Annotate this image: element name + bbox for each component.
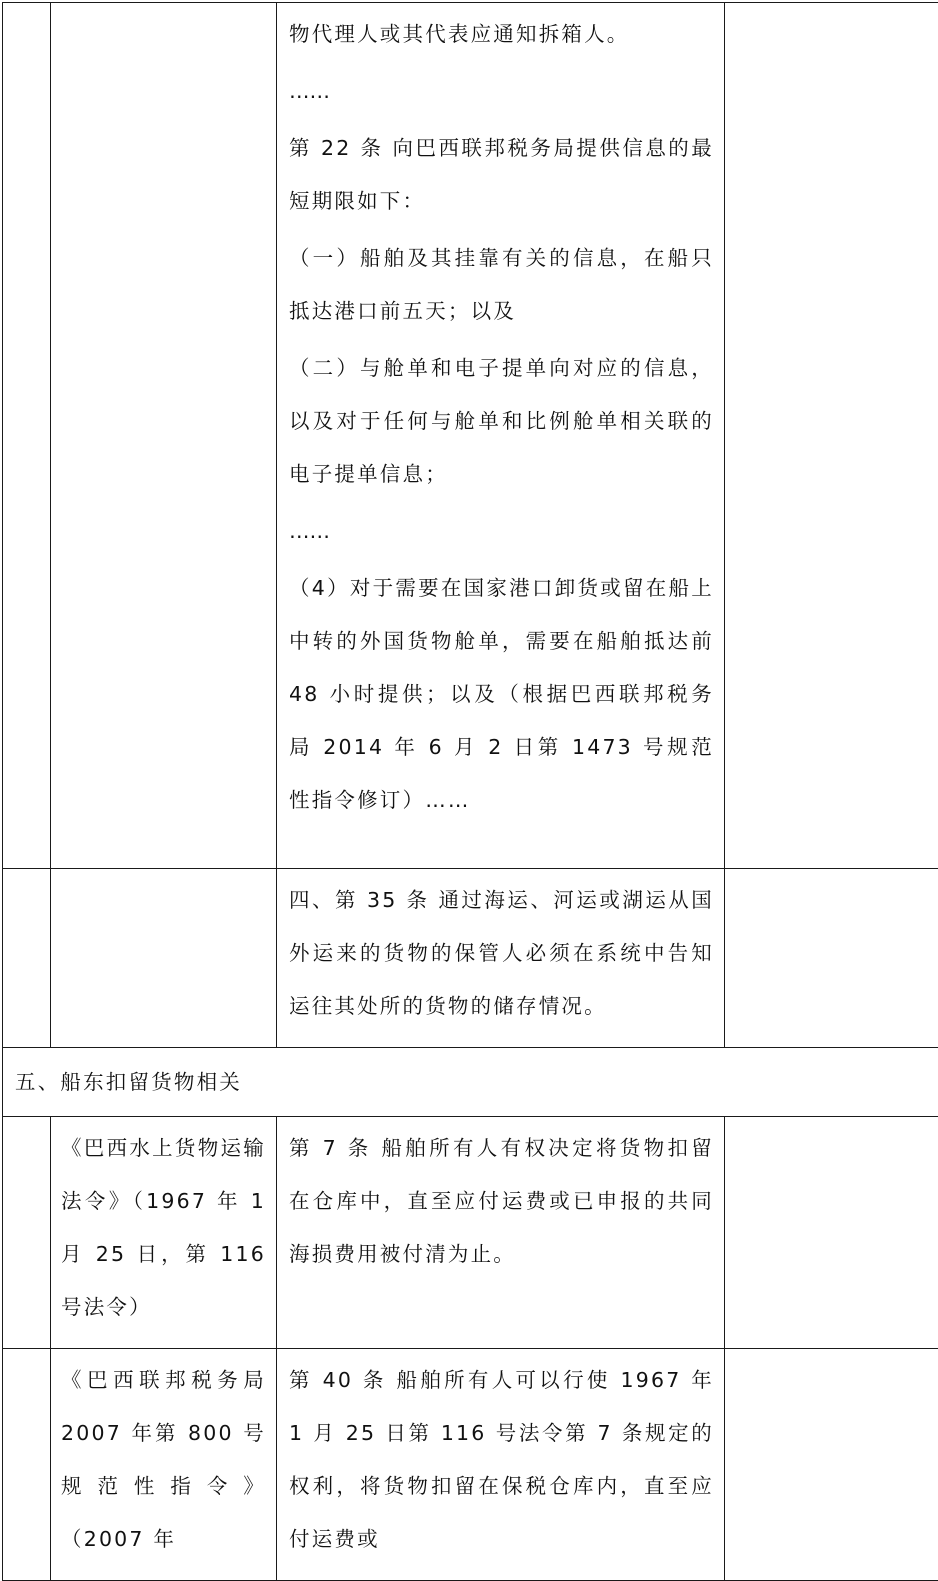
provision-paragraph: （一）船舶及其挂靠有关的信息，在船只抵达港口前五天；以及	[289, 232, 714, 338]
provision-paragraph: 第 7 条 船舶所有人有权决定将货物扣留在仓库中，直至应付运费或已申报的共同海损费用被付清为止。	[289, 1122, 714, 1281]
provision-paragraph: 第 22 条 向巴西联邦税务局提供信息的最短期限如下：	[289, 122, 714, 228]
note-cell	[725, 869, 938, 1048]
table-row	[3, 1349, 938, 1581]
ellipsis: ……	[289, 505, 714, 558]
index-cell	[3, 1117, 51, 1349]
provision-paragraph: 物代理人或其代表应通知拆箱人。	[289, 8, 714, 61]
law-title: 《巴西联邦税务局 2007 年第 800 号规范性指令》（2007 年	[61, 1354, 266, 1566]
index-cell	[3, 869, 51, 1048]
law-cell	[51, 1117, 277, 1349]
note-cell	[725, 3, 938, 869]
index-cell	[3, 1349, 51, 1581]
section-heading-cell	[3, 1048, 938, 1117]
provision-paragraph: （二）与舱单和电子提单向对应的信息，以及对于任何与舱单和比例舱单相关联的电子提单信息；	[289, 342, 714, 501]
note-cell	[725, 1117, 938, 1349]
law-cell	[51, 1349, 277, 1581]
section-heading: 五、船东扣留货物相关	[3, 1048, 938, 1116]
table-row	[3, 3, 938, 869]
law-cell	[51, 869, 277, 1048]
regulation-table	[2, 2, 938, 1581]
note-cell	[725, 1349, 938, 1581]
provision-cell	[277, 3, 725, 869]
provision-paragraph: 第 40 条 船舶所有人可以行使 1967 年 1 月 25 日第 116 号法令第 7 条规定的权利，将货物扣留在保税仓库内，直至应付运费或	[289, 1354, 714, 1566]
section-row	[3, 1048, 938, 1117]
law-cell	[51, 3, 277, 869]
table-row	[3, 1117, 938, 1349]
provision-cell	[277, 869, 725, 1048]
provision-cell	[277, 1349, 725, 1581]
table-row	[3, 869, 938, 1048]
provision-paragraph: （4）对于需要在国家港口卸货或留在船上中转的外国货物舱单，需要在船舶抵达前 48 小时提供；以及（根据巴西联邦税务局 2014 年 6 月 2 日第 1473 号规范性指令修订）……	[289, 562, 714, 827]
index-cell	[3, 3, 51, 869]
provision-cell	[277, 1117, 725, 1349]
provision-paragraph: 四、第 35 条 通过海运、河运或湖运从国外运来的货物的保管人必须在系统中告知运往其处所的货物的储存情况。	[289, 874, 714, 1033]
ellipsis: ……	[289, 65, 714, 118]
law-title: 《巴西水上货物运输法令》（1967 年 1 月 25 日，第 116 号法令）	[61, 1122, 266, 1334]
